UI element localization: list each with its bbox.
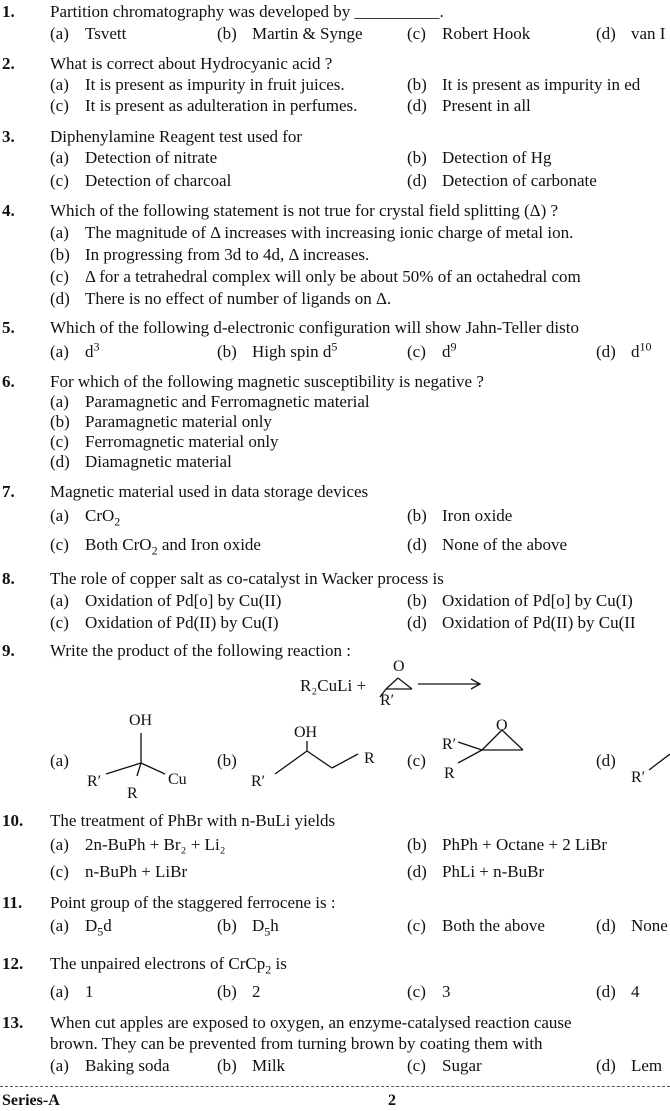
option-d: (d) Lem — [596, 1056, 663, 1075]
page-footer — [0, 1086, 670, 1108]
series-label: Series-A — [2, 1092, 60, 1109]
option-d: (d) Diamagnetic material — [50, 452, 232, 471]
question-stem: Diphenylamine Reagent test used for — [50, 127, 303, 146]
question-number: 7. — [2, 482, 15, 501]
option-c: (c) O R′ R — [407, 708, 577, 798]
question-number: 2. — [2, 54, 15, 73]
option-a: (a) Oxidation of Pd[o] by Cu(II) — [50, 591, 282, 610]
option-d: (d) None of the above — [407, 535, 568, 554]
question-number: 3. — [2, 127, 15, 146]
option-d: (d) There is no effect of number of ligands on Δ. — [50, 289, 392, 308]
option-d: (d) None — [596, 916, 668, 935]
option-d: (d) PhLi + n-BuBr — [407, 862, 545, 881]
option-a: (a) Paramagnetic and Ferromagnetic material — [50, 392, 370, 411]
option-b: (b) Iron oxide — [407, 506, 513, 525]
question-stem: What is correct about Hydrocyanic acid ? — [50, 54, 333, 73]
option-c: (c) n-BuPh + LiBr — [50, 862, 188, 881]
option-c: (c) Detection of charcoal — [50, 171, 232, 190]
option-a: (a) 2n-BuPh + Br₂ + Li₂ — [50, 835, 226, 854]
option-c: (c) It is present as adulteration in perfumes. — [50, 96, 358, 115]
option-b: (b) Milk — [217, 1056, 286, 1075]
question-stem: Write the product of the following reaction : — [50, 641, 351, 660]
page-number: 2 — [388, 1092, 396, 1109]
reagent-label: R₂CuLi + — [300, 676, 367, 695]
question-stem: The unpaired electrons of CrCp$_2$ is — [50, 954, 287, 977]
reaction-scheme — [300, 655, 500, 710]
question-stem: Point group of the staggered ferrocene is : — [50, 893, 336, 912]
question-stem: When cut apples are exposed to oxygen, an enzyme-catalysed reaction cause — [50, 1013, 572, 1032]
option-b: (b) OH R′ R — [217, 724, 375, 790]
option-d: (d) 4 — [596, 982, 640, 1001]
option-b: (b) Martin & Synge — [217, 24, 363, 43]
option-c: (c) Δ for a tetrahedral complex will only be about 50% of an octahedral com — [50, 267, 581, 286]
question-number: 1. — [2, 2, 15, 21]
option-c: (c) Robert Hook — [407, 24, 531, 43]
option-d: (d) R′ — [596, 708, 670, 798]
option-d: (d) Detection of carbonate — [407, 171, 597, 190]
option-b: (b) $D_5h$ — [217, 916, 279, 939]
question-number: 5. — [2, 318, 15, 337]
option-a: (a) $d^3$ — [50, 339, 100, 361]
option-a: (a) Baking soda — [50, 1056, 170, 1075]
option-b: (b) Paramagnetic material only — [50, 412, 272, 431]
option-c: (c) Both CrO$_2$ and Iron oxide — [50, 535, 261, 558]
option-a: (a) $D_5d$ — [50, 916, 112, 939]
option-a: (a) 1 — [50, 982, 94, 1001]
question-stem-continued: brown. They can be prevented from turning brown by coating them with — [50, 1034, 543, 1053]
option-b: (b) 2 — [217, 982, 261, 1001]
option-c: (c) $d^9$ — [407, 339, 457, 361]
question-stem: Which of the following d-electronic configuration will show Jahn-Teller disto — [50, 318, 579, 337]
option-d: (d) Present in all — [407, 96, 531, 115]
option-a: (a) The magnitude of Δ increases with increasing ionic charge of metal ion. — [50, 223, 574, 242]
option-c: (c) 3 — [407, 982, 451, 1001]
question-number: 9. — [2, 641, 15, 660]
question-number: 8. — [2, 569, 15, 588]
option-a: (a) Tsvett — [50, 24, 127, 43]
question-stem: Magnetic material used in data storage devices — [50, 482, 369, 501]
option-c: (c) Both the above — [407, 916, 545, 935]
option-a: (a) CrO$_2$ — [50, 506, 121, 529]
question-number: 4. — [2, 201, 15, 220]
question-stem: The treatment of PhBr with n-BuLi yields — [50, 811, 336, 830]
option-b: (b) High spin $d^5$ — [217, 339, 338, 361]
option-d: (d) van I — [596, 24, 666, 43]
question-number: 11. — [2, 893, 23, 912]
option-b: (b) PhPh + Octane + 2 LiBr — [407, 835, 608, 854]
option-a: (a) Detection of nitrate — [50, 148, 218, 167]
option-a: (a) It is present as impurity in fruit juices. — [50, 75, 345, 94]
option-b: (b) Oxidation of Pd[o] by Cu(I) — [407, 591, 633, 610]
option-b: (b) It is present as impurity in ed — [407, 75, 641, 94]
question-number: 12. — [2, 954, 24, 973]
question-number: 6. — [2, 372, 15, 391]
option-b: (b) Detection of Hg — [407, 148, 552, 167]
option-c: (c) Sugar — [407, 1056, 482, 1075]
option-c: (c) Oxidation of Pd(II) by Cu(I) — [50, 613, 279, 632]
option-d: (d) Oxidation of Pd(II) by Cu(II — [407, 613, 636, 632]
footer-divider — [0, 1086, 670, 1087]
question-stem: Partition chromatography was developed by __________. — [50, 2, 444, 21]
r-prime-label: R′ — [380, 692, 395, 709]
option-b: (b) In progressing from 3d to 4d, Δ increases. — [50, 245, 370, 264]
oxygen-label: O — [393, 658, 405, 675]
option-d: (d) $d^{10}$ — [596, 339, 652, 361]
option-a: (a) OH R′ Cu R — [50, 712, 187, 802]
option-c: (c) Ferromagnetic material only — [50, 432, 279, 451]
question-number: 13. — [2, 1013, 24, 1032]
question-number: 10. — [2, 811, 24, 830]
question-stem: Which of the following statement is not true for crystal field splitting (Δ) ? — [50, 201, 559, 220]
question-stem: The role of copper salt as co-catalyst in Wacker process is — [50, 569, 444, 588]
question-stem: For which of the following magnetic susceptibility is negative ? — [50, 372, 484, 391]
